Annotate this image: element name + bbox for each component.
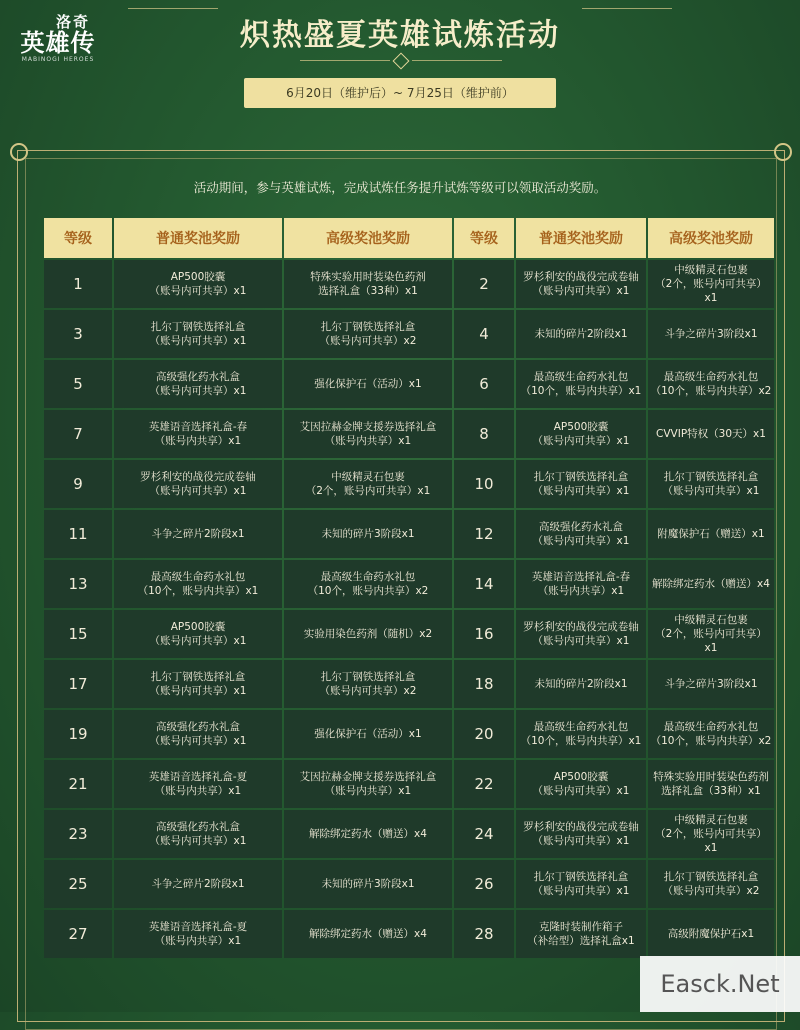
premium-reward-cell: 扎尔丁钢铁选择礼盒 （账号内可共享）x2 [284, 660, 452, 708]
level-cell: 8 [454, 410, 514, 458]
premium-reward-cell: 实验用染色药剂（随机）x2 [284, 610, 452, 658]
header [0, 0, 800, 80]
premium-reward-cell: 中级精灵石包裹 （2个，账号内可共享）x1 [648, 610, 774, 658]
normal-reward-cell: AP500胶囊 （账号内可共享）x1 [516, 410, 646, 458]
premium-reward-cell: 未知的碎片3阶段x1 [284, 860, 452, 908]
premium-reward-cell: 中级精灵石包裹 （2个，账号内可共享）x1 [284, 460, 452, 508]
normal-reward-cell: 扎尔丁钢铁选择礼盒 （账号内可共享）x1 [516, 460, 646, 508]
premium-reward-cell: 附魔保护石（赠送）x1 [648, 510, 774, 558]
level-cell: 10 [454, 460, 514, 508]
premium-reward-cell: 解除绑定药水（赠送）x4 [284, 810, 452, 858]
level-cell: 11 [44, 510, 112, 558]
level-cell: 21 [44, 760, 112, 808]
premium-reward-cell: 斗争之碎片3阶段x1 [648, 310, 774, 358]
normal-reward-cell: 扎尔丁钢铁选择礼盒 （账号内可共享）x1 [516, 860, 646, 908]
table-row [44, 360, 774, 408]
normal-reward-cell: 高级强化药水礼盒 （账号内可共享）x1 [114, 710, 282, 758]
level-cell: 27 [44, 910, 112, 958]
premium-reward-cell: 扎尔丁钢铁选择礼盒 （账号内可共享）x2 [648, 860, 774, 908]
premium-reward-cell: 解除绑定药水（赠送）x4 [284, 910, 452, 958]
premium-reward-cell: 艾因拉赫金牌支援券选择礼盒 （账号内共享）x1 [284, 410, 452, 458]
logo-line1: 洛奇 [55, 13, 90, 31]
level-cell: 12 [454, 510, 514, 558]
normal-reward-cell: 罗杉利安的战役完成卷轴 （账号内可共享）x1 [516, 610, 646, 658]
premium-reward-cell: 最高级生命药水礼包 （10个，账号内共享）x2 [648, 360, 774, 408]
normal-reward-cell: 斗争之碎片2阶段x1 [114, 510, 282, 558]
level-cell: 3 [44, 310, 112, 358]
premium-reward-cell: 中级精灵石包裹 （2个，账号内可共享）x1 [648, 810, 774, 858]
premium-reward-cell: 特殊实验用时装染色药剂 选择礼盒（33种）x1 [284, 260, 452, 308]
intro-text: 活动期间，参与英雄试炼，完成试炼任务提升试炼等级可以领取活动奖励。 [193, 180, 607, 195]
watermark: Easck.Net [640, 956, 800, 1012]
normal-reward-cell: AP500胶囊 （账号内可共享）x1 [516, 760, 646, 808]
table-header-row [44, 218, 774, 258]
normal-reward-cell: 罗杉利安的战役完成卷轴 （账号内可共享）x1 [516, 810, 646, 858]
column-header-normal-reward: 普通奖池奖励 [114, 218, 282, 258]
normal-reward-cell: 英雄语音选择礼盒-春 （账号内共享）x1 [114, 410, 282, 458]
normal-reward-cell: 斗争之碎片2阶段x1 [114, 860, 282, 908]
level-cell: 1 [44, 260, 112, 308]
table-row [44, 310, 774, 358]
table-row [44, 560, 774, 608]
diamond-ornament-icon [393, 53, 410, 70]
header-decoration [128, 8, 218, 9]
premium-reward-cell: 未知的碎片3阶段x1 [284, 510, 452, 558]
premium-reward-cell: 艾因拉赫金牌支援券选择礼盒 （账号内共享）x1 [284, 760, 452, 808]
level-cell: 9 [44, 460, 112, 508]
level-cell: 19 [44, 710, 112, 758]
premium-reward-cell: 最高级生命药水礼包 （10个，账号内共享）x2 [648, 710, 774, 758]
column-header-premium-reward: 高级奖池奖励 [284, 218, 452, 258]
table-row [44, 260, 774, 308]
table-row [44, 660, 774, 708]
normal-reward-cell: 扎尔丁钢铁选择礼盒 （账号内可共享）x1 [114, 310, 282, 358]
premium-reward-cell: 扎尔丁钢铁选择礼盒 （账号内可共享）x1 [648, 460, 774, 508]
normal-reward-cell: 英雄语音选择礼盒-春 （账号内共享）x1 [516, 560, 646, 608]
table-row [44, 610, 774, 658]
column-header-level: 等级 [44, 218, 112, 258]
premium-reward-cell: 特殊实验用时装染色药剂 选择礼盒（33种）x1 [648, 760, 774, 808]
reward-table [42, 216, 776, 960]
level-cell: 7 [44, 410, 112, 458]
table-row [44, 760, 774, 808]
table-row [44, 460, 774, 508]
table-row [44, 410, 774, 458]
premium-reward-cell: 扎尔丁钢铁选择礼盒 （账号内可共享）x2 [284, 310, 452, 358]
column-header-premium-reward: 高级奖池奖励 [648, 218, 774, 258]
level-cell: 15 [44, 610, 112, 658]
normal-reward-cell: AP500胶囊 （账号内可共享）x1 [114, 610, 282, 658]
normal-reward-cell: 罗杉利安的战役完成卷轴 （账号内可共享）x1 [516, 260, 646, 308]
normal-reward-cell: 最高级生命药水礼包 （10个，账号内共享）x1 [516, 710, 646, 758]
table-row [44, 510, 774, 558]
logo-line2: 英雄传 [20, 29, 96, 57]
level-cell: 13 [44, 560, 112, 608]
level-cell: 20 [454, 710, 514, 758]
header-decoration [582, 8, 672, 9]
premium-reward-cell: 解除绑定药水（赠送）x4 [648, 560, 774, 608]
normal-reward-cell: 最高级生命药水礼包 （10个，账号内共享）x1 [114, 560, 282, 608]
table-row [44, 710, 774, 758]
frame-corner-ornament-icon [10, 143, 28, 161]
table-row [44, 810, 774, 858]
header-decoration [300, 60, 390, 61]
level-cell: 25 [44, 860, 112, 908]
normal-reward-cell: AP500胶囊 （账号内可共享）x1 [114, 260, 282, 308]
level-cell: 24 [454, 810, 514, 858]
level-cell: 23 [44, 810, 112, 858]
header-decoration [412, 60, 502, 61]
level-cell: 16 [454, 610, 514, 658]
level-cell: 22 [454, 760, 514, 808]
level-cell: 17 [44, 660, 112, 708]
normal-reward-cell: 最高级生命药水礼包 （10个，账号内共享）x1 [516, 360, 646, 408]
premium-reward-cell: 高级附魔保护石x1 [648, 910, 774, 958]
premium-reward-cell: CVVIP特权（30天）x1 [648, 410, 774, 458]
level-cell: 6 [454, 360, 514, 408]
column-header-normal-reward: 普通奖池奖励 [516, 218, 646, 258]
level-cell: 26 [454, 860, 514, 908]
level-cell: 18 [454, 660, 514, 708]
logo-line3: MABINOGI HEROES [21, 56, 95, 63]
normal-reward-cell: 扎尔丁钢铁选择礼盒 （账号内可共享）x1 [114, 660, 282, 708]
normal-reward-cell: 英雄语音选择礼盒-夏 （账号内共享）x1 [114, 910, 282, 958]
normal-reward-cell: 罗杉利安的战役完成卷轴 （账号内可共享）x1 [114, 460, 282, 508]
normal-reward-cell: 英雄语音选择礼盒-夏 （账号内共享）x1 [114, 760, 282, 808]
premium-reward-cell: 强化保护石（活动）x1 [284, 360, 452, 408]
premium-reward-cell: 最高级生命药水礼包 （10个，账号内共享）x2 [284, 560, 452, 608]
normal-reward-cell: 高级强化药水礼盒 （账号内可共享）x1 [114, 360, 282, 408]
frame-corner-ornament-icon [774, 143, 792, 161]
normal-reward-cell: 高级强化药水礼盒 （账号内可共享）x1 [114, 810, 282, 858]
normal-reward-cell: 高级强化药水礼盒 （账号内可共享）x1 [516, 510, 646, 558]
date-range: 6月20日（维护后）~ 7月25日（维护前） [244, 78, 556, 108]
normal-reward-cell: 未知的碎片2阶段x1 [516, 310, 646, 358]
normal-reward-cell: 克隆时装制作箱子 （补给型）选择礼盒x1 [516, 910, 646, 958]
level-cell: 2 [454, 260, 514, 308]
column-header-level: 等级 [454, 218, 514, 258]
table-row [44, 860, 774, 908]
premium-reward-cell: 斗争之碎片3阶段x1 [648, 660, 774, 708]
level-cell: 5 [44, 360, 112, 408]
normal-reward-cell: 未知的碎片2阶段x1 [516, 660, 646, 708]
page-title: 炽热盛夏英雄试炼活动 [240, 18, 560, 53]
level-cell: 4 [454, 310, 514, 358]
table-row [44, 910, 774, 958]
premium-reward-cell: 强化保护石（活动）x1 [284, 710, 452, 758]
premium-reward-cell: 中级精灵石包裹 （2个，账号内可共享）x1 [648, 260, 774, 308]
level-cell: 28 [454, 910, 514, 958]
level-cell: 14 [454, 560, 514, 608]
